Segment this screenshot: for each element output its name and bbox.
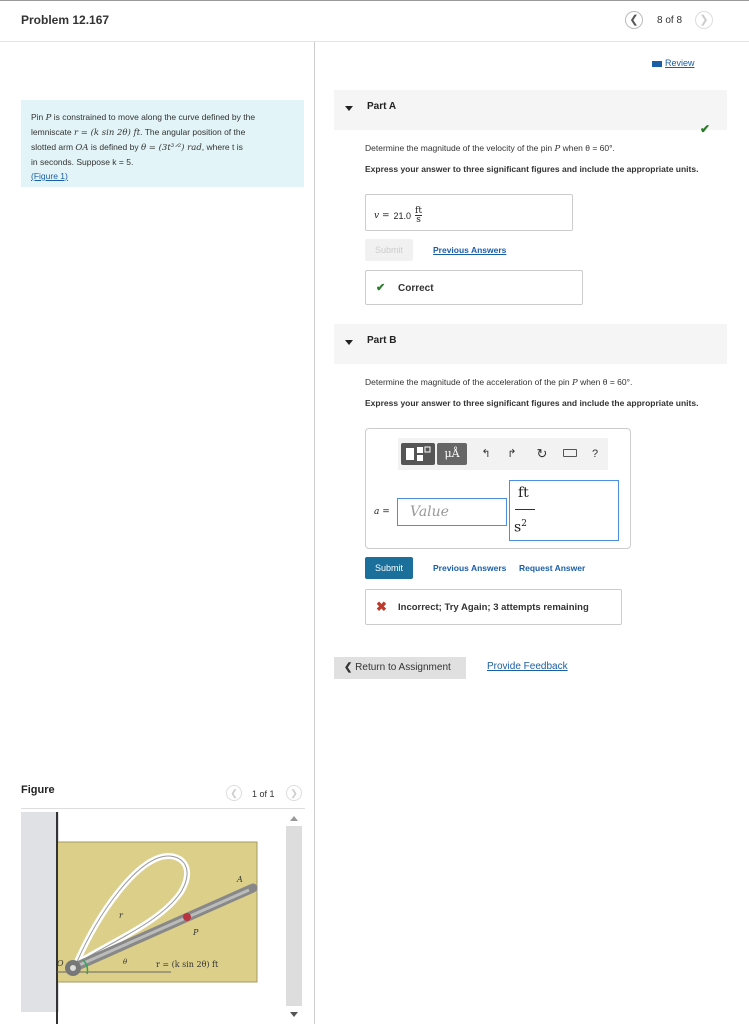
part-b-header[interactable] (334, 324, 727, 364)
part-a-feedback (365, 270, 583, 305)
figure-divider (21, 808, 305, 809)
var-p: P (554, 144, 561, 154)
redo-icon: ↱ (507, 448, 517, 460)
text: is constrained to move along the curve defined by the (51, 112, 256, 122)
var-oa: OA (75, 143, 89, 153)
feedback-text: Correct (398, 283, 434, 294)
unit-den: s (416, 215, 421, 225)
unit-fraction (415, 207, 422, 224)
undo-button[interactable] (478, 443, 494, 465)
scroll-thumb[interactable] (286, 826, 302, 1006)
text: Determine the magnitude of the acceleration of the pin (365, 377, 572, 387)
part-b-question (365, 377, 632, 388)
text: lemniscate (31, 127, 74, 137)
undo-icon: ↰ (481, 448, 491, 460)
text: Pin (31, 112, 46, 122)
problem-title: Problem 12.167 (21, 13, 110, 27)
equation: r = (k sin 2θ) ft (74, 128, 141, 138)
part-a-previous-answers[interactable]: Previous Answers (433, 245, 507, 255)
check-icon: ✔ (376, 282, 386, 294)
text: . The angular position of the (140, 127, 246, 137)
scroll-up-icon[interactable] (290, 816, 298, 821)
help-button[interactable]: ? (591, 448, 599, 460)
prev-figure-button[interactable] (226, 785, 242, 801)
text: when θ = 60°. (560, 143, 615, 153)
redo-button[interactable] (504, 443, 520, 465)
label-r: r (119, 911, 123, 920)
text: Determine the magnitude of the velocity of the pin (365, 143, 555, 153)
answer-var: a = (374, 507, 390, 517)
fraction-bar (515, 509, 535, 510)
column-divider (314, 42, 315, 1024)
units-button[interactable]: μÅ (437, 443, 467, 465)
part-b-label: Part B (367, 335, 397, 346)
part-a-answer-box (365, 194, 573, 231)
next-figure-button[interactable] (286, 785, 302, 801)
math-editor (365, 428, 631, 549)
template-button[interactable] (401, 443, 435, 465)
part-b-feedback (365, 589, 622, 625)
template-icon (401, 443, 435, 465)
label-a: A (237, 875, 243, 884)
label-p: P (193, 928, 199, 937)
var-p: P (571, 378, 578, 388)
x-icon: ✖ (376, 599, 387, 614)
part-a-question (365, 143, 615, 154)
top-border (0, 0, 749, 1)
review-link[interactable] (652, 58, 695, 68)
part-b-instruction: Express your answer to three significant figures and include the appropriate units. (365, 398, 699, 408)
chevron-right-icon: ❯ (699, 14, 709, 26)
part-a-label: Part A (367, 101, 397, 112)
var-p: P (45, 113, 52, 123)
unit-num: ft (518, 485, 529, 501)
answer-value: 21.0 (393, 210, 412, 221)
part-b-submit-button[interactable]: Submit (365, 557, 413, 579)
problem-statement (21, 100, 304, 187)
figure-image (21, 812, 283, 1024)
figure-label: Figure (21, 784, 55, 796)
text: , where t is (201, 142, 243, 152)
provide-feedback-link[interactable]: Provide Feedback (487, 661, 568, 672)
part-a-header[interactable] (334, 90, 727, 130)
reset-icon: ↻ (536, 446, 548, 461)
keyboard-icon (563, 449, 577, 457)
return-to-assignment-button[interactable] (334, 657, 466, 679)
review-label: Review (665, 58, 695, 68)
return-label: Return to Assignment (355, 662, 451, 673)
equation: θ = (3t³ᐟ²) rad (140, 143, 202, 153)
part-b-previous-answers[interactable]: Previous Answers (433, 563, 507, 573)
figure-scrollbar[interactable] (286, 808, 302, 1024)
prev-problem-button[interactable] (625, 11, 643, 29)
problem-line-2 (31, 125, 294, 140)
label-o: O (57, 959, 64, 968)
collapse-arrow-icon (345, 106, 353, 111)
part-a-submit-button[interactable]: Submit (365, 239, 413, 261)
scroll-down-icon[interactable] (290, 1012, 298, 1017)
checkmark-icon: ✔ (700, 122, 711, 136)
figure-counter: 1 of 1 (252, 789, 275, 799)
unit-input[interactable] (509, 480, 619, 541)
reset-button[interactable] (534, 443, 550, 465)
label-theta: θ (123, 958, 128, 966)
text: slotted arm (31, 142, 76, 152)
collapse-arrow-icon (345, 340, 353, 345)
editor-toolbar (398, 438, 608, 470)
label-equation: r = (k sin 2θ) ft (156, 960, 219, 969)
problem-line-1 (31, 110, 294, 125)
review-icon (652, 61, 662, 67)
value-input[interactable]: Value (397, 498, 507, 526)
answer-var: v = (374, 210, 390, 221)
chevron-left-icon: ❮ (344, 662, 353, 673)
request-answer-link[interactable]: Request Answer (519, 563, 586, 573)
chevron-left-icon: ❮ (230, 788, 238, 798)
next-problem-button[interactable] (695, 11, 713, 29)
problem-line-4: in seconds. Suppose k = 5. (31, 157, 134, 167)
feedback-text: Incorrect; Try Again; 3 attempts remaining (398, 602, 589, 613)
chevron-left-icon: ❮ (629, 14, 639, 26)
unit-den: $s^2$ (514, 519, 527, 536)
part-a-instruction: Express your answer to three significant figures and include the appropriate units. (365, 164, 699, 174)
problem-line-3 (31, 140, 294, 155)
text: when θ = 60°. (577, 377, 633, 387)
keyboard-button[interactable] (560, 443, 580, 465)
top-bar (0, 0, 749, 42)
problem-counter: 8 of 8 (657, 15, 683, 26)
answer-display (374, 207, 422, 224)
chevron-right-icon: ❯ (290, 788, 298, 798)
text: is defined by (88, 142, 141, 152)
unit-num: ft (415, 206, 422, 216)
figure-link[interactable]: (Figure 1) (31, 171, 68, 181)
